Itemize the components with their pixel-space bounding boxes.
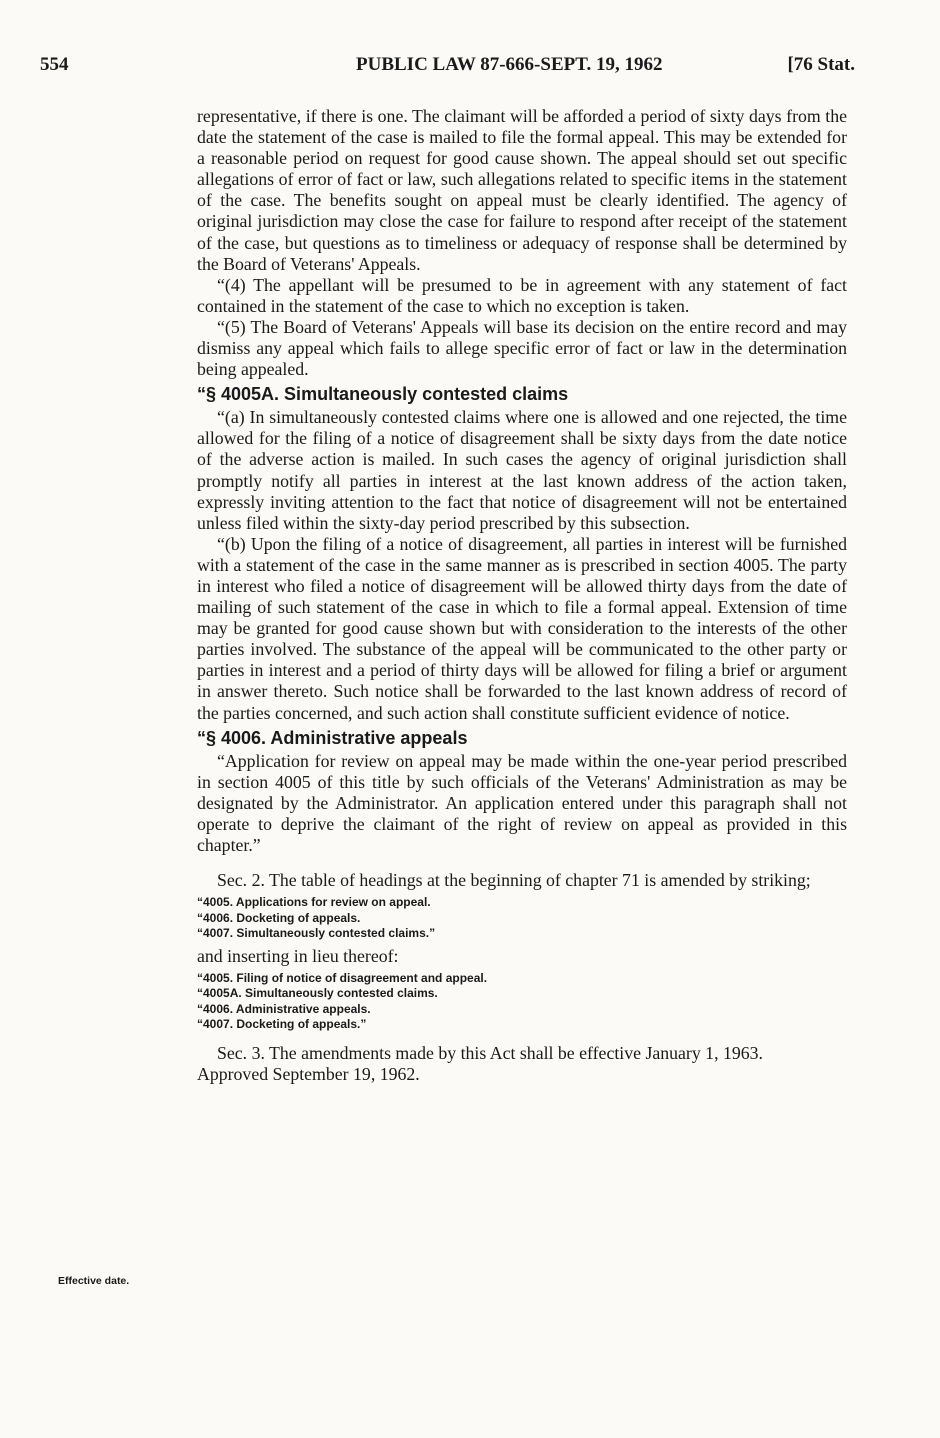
list-item: “4005A. Simultaneously contested claims. (197, 986, 438, 1001)
paragraph-administrative-appeals: “Application for review on appeal may be made within the one-year period prescribed in section 4005 of this title by such officials of the Veterans' Administration as may be designated by the Administrator. An application entered under this paragraph shall not operate to deprive the claimant of the right of review on appeal as provided in this chapter.” (197, 750, 847, 855)
section-heading-4005a: “§ 4005A. Simultaneously contested claims (197, 384, 569, 405)
paragraph-5: “(5) The Board of Veterans' Appeals will base its decision on the entire record and may dismiss any appeal which fails to allege specific error of fact or law in the determination being appealed. (197, 316, 847, 380)
margin-note-effective-date: Effective date. (58, 1275, 130, 1287)
list-item: “4006. Administrative appeals. (197, 1001, 371, 1016)
document-body (197, 106, 847, 1085)
paragraph-4: “(4) The appellant will be presumed to be in agreement with any statement of fact contained in the statement of the case to which no exception is taken. (197, 274, 847, 316)
paragraph-continuation: representative, if there is one. The claimant will be afforded a period of sixty days from the date the statement of the case is mailed to file the formal appeal. This may be extended for a reasonable period on request for good cause shown. The appeal should set out specific allegations of error of fact or law, such allegations related to specific items in the statement of the case. The benefits sought on appeal must be clearly identified. The agency of original jurisdiction may close the case for failure to respond after receipt of the statement of the case, but questions as to timeliness or adequacy of response shall be determined by the Board of Veterans' Appeals. (197, 106, 847, 274)
paragraph-b: “(b) Upon the filing of a notice of disagreement, all parties in interest will be furnished with a statement of the case in the same manner as is prescribed in section 4005. The party in interest who filed a notice of disagreement will be allowed thirty days from the date of mailing of such statement of the case in which to file a formal appeal. Extension of time may be granted for good cause shown but with consideration to the interests of the other parties involved. The substance of the appeal will be communicated to the other party or parties in interest and a period of thirty days will be allowed for filing a brief or argument in answer thereto. Such notice shall be forwarded to the last known address of record of the parties concerned, and such action shall constitute sufficient evidence of notice. (197, 533, 847, 723)
list-item: “4007. Simultaneously contested claims.” (197, 926, 436, 941)
section-heading-4006: “§ 4006. Administrative appeals (197, 727, 468, 748)
inserting-text: and inserting in lieu thereof: (197, 945, 399, 966)
law-title: PUBLIC LAW 87-666-SEPT. 19, 1962 (356, 54, 663, 75)
list-item: “4005. Applications for review on appeal. (197, 895, 431, 910)
paragraph-a: “(a) In simultaneously contested claims where one is allowed and one rejected, the time allowed for the filing of a notice of disagreement shall be sixty days from the date notice of the adverse action is mailed. In such cases the agency of original jurisdiction shall promptly notify all parties in interest at the last known address of the action taken, expressly inviting attention to the fact that notice of disagreement will not be entertained unless filed within the sixty-day period prescribed by this subsection. (197, 407, 847, 533)
section-3: Sec. 3. The amendments made by this Act shall be effective January 1, 1963. (217, 1042, 763, 1063)
inserted-headings-list (197, 971, 847, 1033)
section-2: Sec. 2. The table of headings at the beginning of chapter 71 is amended by striking; (217, 870, 811, 891)
struck-headings-list (197, 895, 847, 942)
list-item: “4006. Docketing of appeals. (197, 910, 361, 925)
list-item: “4005. Filing of notice of disagreement and appeal. (197, 970, 488, 985)
approval-line: Approved September 19, 1962. (197, 1063, 420, 1084)
page-header (40, 54, 855, 84)
page-number: 554 (40, 54, 69, 75)
statute-reference: [76 Stat. (787, 54, 855, 75)
list-item: “4007. Docketing of appeals.” (197, 1017, 367, 1032)
